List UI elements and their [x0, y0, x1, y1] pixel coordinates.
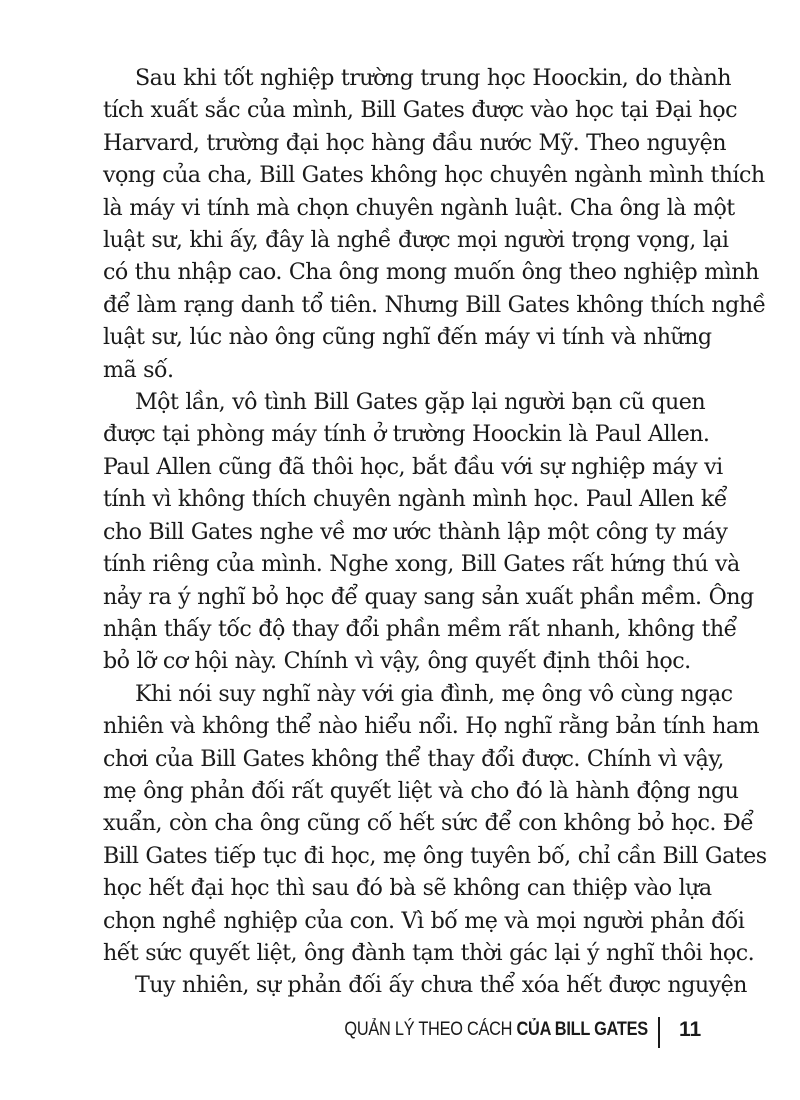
text-line: học hết đại học thì sau đó bà sẽ không can thiệp vào lựa	[103, 875, 712, 902]
running-title-regular: QUẢN LÝ THEO CÁCH	[344, 1019, 517, 1040]
text-line: nảy ra ý nghĩ bỏ học để quay sang sản xuất phần mềm. Ông	[103, 583, 754, 610]
text-line: để làm rạng danh tổ tiên. Nhưng Bill Gates không thích nghề	[103, 291, 766, 318]
text-line: Sau khi tốt nghiệp trường trung học Hoockin, do thành	[135, 65, 731, 91]
text-line: mẹ ông phản đối rất quyết liệt và cho đó là hành động ngu	[103, 777, 739, 804]
text-line: tích xuất sắc của mình, Bill Gates được vào học tại Đại học	[103, 97, 737, 124]
text-line: tính vì không thích chuyên ngành mình học. Paul Allen kể	[103, 486, 727, 513]
running-title-bold: CỦA BILL GATES	[516, 1019, 648, 1040]
text-line: bỏ lỡ cơ hội này. Chính vì vậy, ông quyết định thôi học.	[103, 648, 691, 675]
text-line: được tại phòng máy tính ở trường Hoockin là Paul Allen.	[103, 421, 710, 448]
text-line: Một lần, vô tình Bill Gates gặp lại người bạn cũ quen	[135, 389, 706, 416]
text-line: có thu nhập cao. Cha ông mong muốn ông theo nghiệp mình	[103, 259, 759, 286]
text-line: Paul Allen cũng đã thôi học, bắt đầu với sự nghiệp máy vi	[103, 453, 723, 480]
text-line: là máy vi tính mà chọn chuyên ngành luật. Cha ông là một	[103, 194, 735, 221]
text-line: vọng của cha, Bill Gates không học chuyên ngành mình thích	[103, 162, 765, 189]
text-line: luật sư, khi ấy, đây là nghề được mọi người trọng vọng, lại	[103, 227, 729, 254]
text-line: chơi của Bill Gates không thể thay đổi được. Chính vì vậy,	[103, 745, 724, 772]
text-line: mã số.	[103, 356, 174, 383]
paragraph	[103, 62, 766, 386]
page-footer	[0, 1017, 800, 1049]
paragraph	[103, 386, 754, 678]
text-line: hết sức quyết liệt, ông đành tạm thời gác lại ý nghĩ thôi học.	[103, 939, 755, 966]
page-body	[103, 62, 767, 1002]
text-line: xuẩn, còn cha ông cũng cố hết sức để con không bỏ học. Để	[103, 810, 754, 837]
footer-divider	[658, 1017, 660, 1048]
paragraph	[103, 678, 767, 970]
text-line: Tuy nhiên, sự phản đối ấy chưa thể xóa hết được nguyện	[135, 972, 747, 999]
page-number: 11	[679, 1018, 702, 1041]
text-line: luật sư, lúc nào ông cũng nghĩ đến máy vi tính và những	[103, 324, 712, 351]
text-line: Harvard, trường đại học hàng đầu nước Mỹ. Theo nguyện	[103, 129, 726, 156]
text-line: chọn nghề nghiệp của con. Vì bố mẹ và mọi người phản đối	[103, 907, 745, 934]
text-line: nhiên và không thể nào hiểu nổi. Họ nghĩ rằng bản tính ham	[103, 713, 760, 740]
running-title	[345, 1019, 648, 1041]
text-line: nhận thấy tốc độ thay đổi phần mềm rất nhanh, không thể	[103, 615, 737, 642]
paragraph	[103, 969, 747, 1001]
text-line: tính riêng của mình. Nghe xong, Bill Gates rất hứng thú và	[103, 551, 740, 578]
text-line: cho Bill Gates nghe về mơ ước thành lập một công ty máy	[103, 518, 728, 545]
text-line: Khi nói suy nghĩ này với gia đình, mẹ ông vô cùng ngạc	[135, 680, 733, 707]
text-line: Bill Gates tiếp tục đi học, mẹ ông tuyên bố, chỉ cần Bill Gates	[103, 842, 767, 869]
